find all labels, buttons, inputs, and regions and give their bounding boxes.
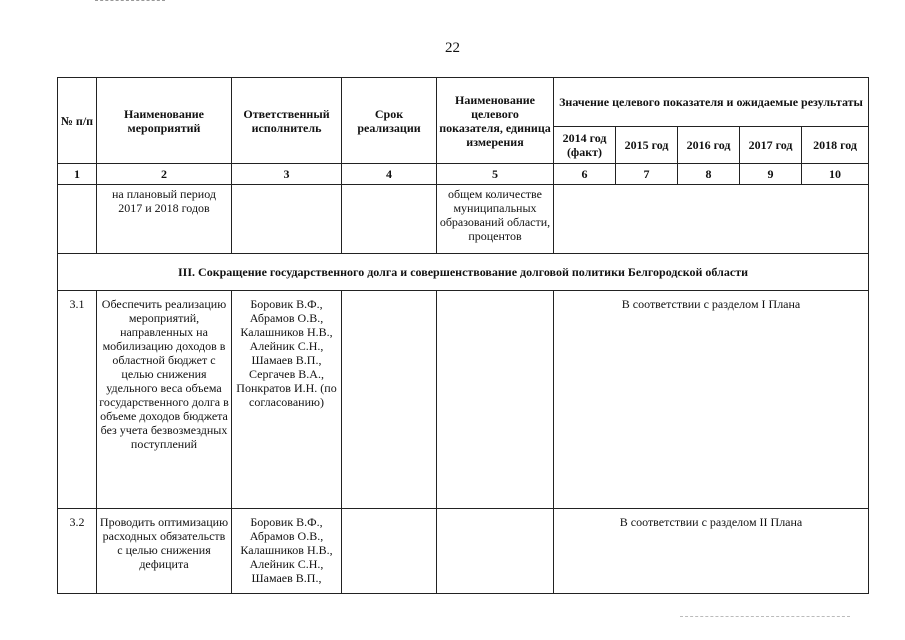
scan-artifact-bottom: [680, 616, 850, 619]
row-responsible: Боровик В.Ф., Абрамов О.В., Калашников Н.В., Алейник С.Н., Шамаев В.П.,: [232, 509, 342, 594]
column-number-row: [58, 164, 869, 185]
row-measure-name: Проводить оптимизацию расходных обязательств с целью снижения дефицита: [97, 509, 232, 594]
page-number: 22: [445, 40, 460, 56]
header-num: № п/п: [58, 78, 97, 164]
header-year-2015: 2015 год: [616, 127, 678, 164]
continuation-term: [342, 185, 437, 254]
header-indicator: Наименование целевого показателя, единица измерения: [437, 78, 554, 164]
column-number: 6: [554, 164, 616, 185]
row-term: [342, 509, 437, 594]
row-measure-name: Обеспечить реализацию мероприятий, направленных на мобилизацию доходов в областной бюджет с целью снижения удельного веса объема государственного долга в объеме доходов бюджета без учета безвозмездных поступлений: [97, 291, 232, 509]
header-year-2014: 2014 год (факт): [554, 127, 616, 164]
continuation-num: [58, 185, 97, 254]
header-term: Срок реализации: [342, 78, 437, 164]
header-year-2017: 2017 год: [740, 127, 802, 164]
header-responsible: Ответственный исполнитель: [232, 78, 342, 164]
header-year-2016: 2016 год: [678, 127, 740, 164]
column-number: 5: [437, 164, 554, 185]
continuation-row: [58, 185, 869, 254]
column-number: 10: [802, 164, 869, 185]
column-number: 1: [58, 164, 97, 185]
row-number: 3.1: [58, 291, 97, 509]
continuation-name: на плановый период 2017 и 2018 годов: [97, 185, 232, 254]
header-year-2018: 2018 год: [802, 127, 869, 164]
column-number: 7: [616, 164, 678, 185]
row-term: [342, 291, 437, 509]
plan-table: [57, 77, 869, 594]
header-values-group: Значение целевого показателя и ожидаемые результаты: [554, 78, 869, 127]
row-indicator: [437, 509, 554, 594]
row-values: В соответствии с разделом I Плана: [554, 291, 869, 509]
row-indicator: [437, 291, 554, 509]
table-row: [58, 291, 869, 509]
column-number: 9: [740, 164, 802, 185]
row-number: 3.2: [58, 509, 97, 594]
table-row: [58, 509, 869, 594]
header-name: Наименование мероприятий: [97, 78, 232, 164]
continuation-responsible: [232, 185, 342, 254]
section-row: [58, 254, 869, 291]
row-responsible: Боровик В.Ф., Абрамов О.В., Калашников Н.В., Алейник С.Н., Шамаев В.П., Сергачев В.А., Понкратов И.Н. (по согласованию): [232, 291, 342, 509]
column-number: 4: [342, 164, 437, 185]
scan-artifact-top: [95, 0, 165, 3]
header-row-1: [58, 78, 869, 127]
continuation-values: [554, 185, 869, 254]
continuation-indicator: общем количестве муниципальных образований области, процентов: [437, 185, 554, 254]
section-title: III. Сокращение государственного долга и совершенствование долговой политики Белгородской области: [58, 254, 869, 291]
row-values: В соответствии с разделом II Плана: [554, 509, 869, 594]
column-number: 8: [678, 164, 740, 185]
column-number: 3: [232, 164, 342, 185]
column-number: 2: [97, 164, 232, 185]
